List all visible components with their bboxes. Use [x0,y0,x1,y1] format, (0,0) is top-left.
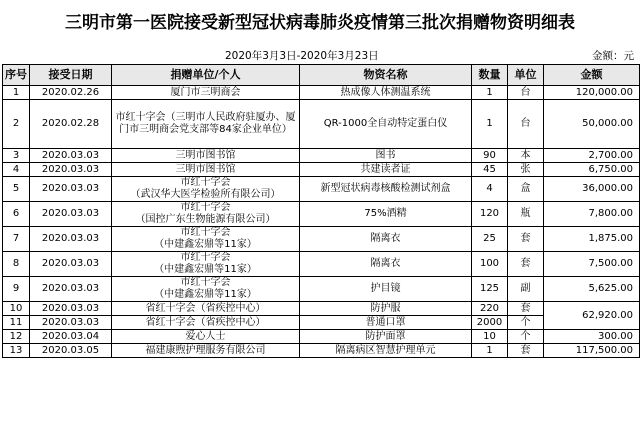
cell-item: 75%酒精 [300,202,472,227]
cell-donor: 三明市图书馆 [112,163,300,177]
cell-date: 2020.03.03 [30,149,112,163]
table-row [3,302,640,316]
table-row [3,277,640,302]
table-row [3,86,640,100]
cell-unit: 套 [508,344,544,358]
donor-line: 市红十字会 [180,177,231,188]
table-header-row [3,65,640,86]
table-row [3,202,640,227]
cell-date: 2020.03.03 [30,277,112,302]
cell-unit: 套 [508,227,544,252]
cell-unit: 瓶 [508,202,544,227]
cell-item: 隔离衣 [300,227,472,252]
cell-item: 隔离病区智慧护理单元 [300,344,472,358]
cell-date: 2020.03.03 [30,177,112,202]
cell-amount: 117,500.00 [544,344,640,358]
cell-unit: 套 [508,302,544,316]
table-row [3,177,640,202]
cell-donor [112,177,300,202]
cell-date: 2020.02.26 [30,86,112,100]
cell-item: 图书 [300,149,472,163]
table-row [3,330,640,344]
cell-unit: 张 [508,163,544,177]
cell-unit: 个 [508,316,544,330]
cell-donor: 爱心人士 [112,330,300,344]
cell-qty: 2000 [472,316,508,330]
cell-item: 普通口罩 [300,316,472,330]
cell-item: 护目镜 [300,277,472,302]
subtitle-bar [0,48,640,64]
cell-item: 共建读者证 [300,163,472,177]
cell-amount: 5,625.00 [544,277,640,302]
cell-amount: 7,800.00 [544,202,640,227]
cell-date: 2020.03.03 [30,316,112,330]
table-row [3,163,640,177]
col-header-date: 接受日期 [30,65,112,86]
cell-no: 5 [3,177,30,202]
cell-no: 12 [3,330,30,344]
cell-unit: 盒 [508,177,544,202]
table-row [3,100,640,149]
cell-qty: 4 [472,177,508,202]
donor-line: （国控广东生物能源有限公司） [135,214,276,225]
page-title: 三明市第一医院接受新型冠状病毒肺炎疫情第三批次捐赠物资明细表 [65,13,575,33]
cell-date: 2020.03.04 [30,330,112,344]
cell-no: 9 [3,277,30,302]
cell-qty: 1 [472,100,508,149]
cell-unit: 个 [508,330,544,344]
cell-donor [112,202,300,227]
cell-qty: 220 [472,302,508,316]
cell-qty: 120 [472,202,508,227]
col-header-donor: 捐赠单位/个人 [112,65,300,86]
cell-item: 防护服 [300,302,472,316]
table-row [3,344,640,358]
cell-amount: 120,000.00 [544,86,640,100]
cell-qty: 100 [472,252,508,277]
cell-date: 2020.03.03 [30,163,112,177]
currency-unit-note: 金额：元 [592,50,634,62]
date-range: 2020年3月3日-2020年3月23日 [225,50,379,62]
cell-no: 7 [3,227,30,252]
cell-amount: 300.00 [544,330,640,344]
cell-no: 10 [3,302,30,316]
cell-date: 2020.03.03 [30,227,112,252]
cell-date: 2020.03.03 [30,252,112,277]
cell-donor: 福建康煦护理服务有限公司 [112,344,300,358]
col-header-unit: 单位 [508,65,544,86]
cell-amount: 2,700.00 [544,149,640,163]
cell-no: 13 [3,344,30,358]
col-header-item: 物资名称 [300,65,472,86]
cell-item: QR-1000全自动特定蛋白仪 [300,100,472,149]
cell-date: 2020.02.28 [30,100,112,149]
cell-unit: 台 [508,86,544,100]
cell-date: 2020.03.03 [30,202,112,227]
cell-unit: 本 [508,149,544,163]
cell-item: 热成像人体测温系统 [300,86,472,100]
donor-line: 市红十字会 [180,277,231,288]
donor-line: （武汉华大医学检验所有限公司） [130,189,281,200]
cell-unit: 台 [508,100,544,149]
donor-line: （中建鑫宏鼎等11家） [154,264,257,275]
cell-date: 2020.03.05 [30,344,112,358]
cell-item: 隔离衣 [300,252,472,277]
cell-date: 2020.03.03 [30,302,112,316]
donor-line: （中建鑫宏鼎等11家） [154,289,257,300]
col-header-qty: 数量 [472,65,508,86]
cell-qty: 125 [472,277,508,302]
table-row [3,252,640,277]
col-header-no: 序号 [3,65,30,86]
cell-item: 新型冠状病毒核酸检测试剂盒 [300,177,472,202]
cell-no: 1 [3,86,30,100]
donor-line: 市红十字会 [180,227,231,238]
cell-no: 11 [3,316,30,330]
cell-qty: 25 [472,227,508,252]
donor-line: （中建鑫宏鼎等11家） [154,239,257,250]
cell-donor: 厦门市三明商会 [112,86,300,100]
donation-table [2,64,640,358]
cell-amount: 6,750.00 [544,163,640,177]
cell-amount-merged: 62,920.00 [544,302,640,330]
cell-amount: 7,500.00 [544,252,640,277]
cell-donor [112,252,300,277]
cell-qty: 90 [472,149,508,163]
cell-amount: 36,000.00 [544,177,640,202]
cell-donor [112,277,300,302]
cell-donor: 省红十字会（省疾控中心） [112,302,300,316]
col-header-amount: 金额 [544,65,640,86]
cell-amount: 50,000.00 [544,100,640,149]
cell-amount: 1,875.00 [544,227,640,252]
cell-donor [112,227,300,252]
cell-unit: 副 [508,277,544,302]
cell-no: 6 [3,202,30,227]
cell-qty: 10 [472,330,508,344]
cell-donor: 省红十字会（省疾控中心） [112,316,300,330]
cell-no: 2 [3,100,30,149]
cell-no: 3 [3,149,30,163]
donor-line: 市红十字会 [180,202,231,213]
cell-qty: 45 [472,163,508,177]
cell-donor: 三明市图书馆 [112,149,300,163]
cell-no: 4 [3,163,30,177]
cell-donor: 市红十字会（三明市人民政府驻厦办、厦门市三明商会党支部等84家企业单位） [112,100,300,149]
donor-line: 市红十字会 [180,252,231,263]
cell-qty: 1 [472,86,508,100]
table-row [3,149,640,163]
cell-item: 防护面罩 [300,330,472,344]
cell-qty: 1 [472,344,508,358]
cell-no: 8 [3,252,30,277]
cell-unit: 套 [508,252,544,277]
table-row [3,227,640,252]
